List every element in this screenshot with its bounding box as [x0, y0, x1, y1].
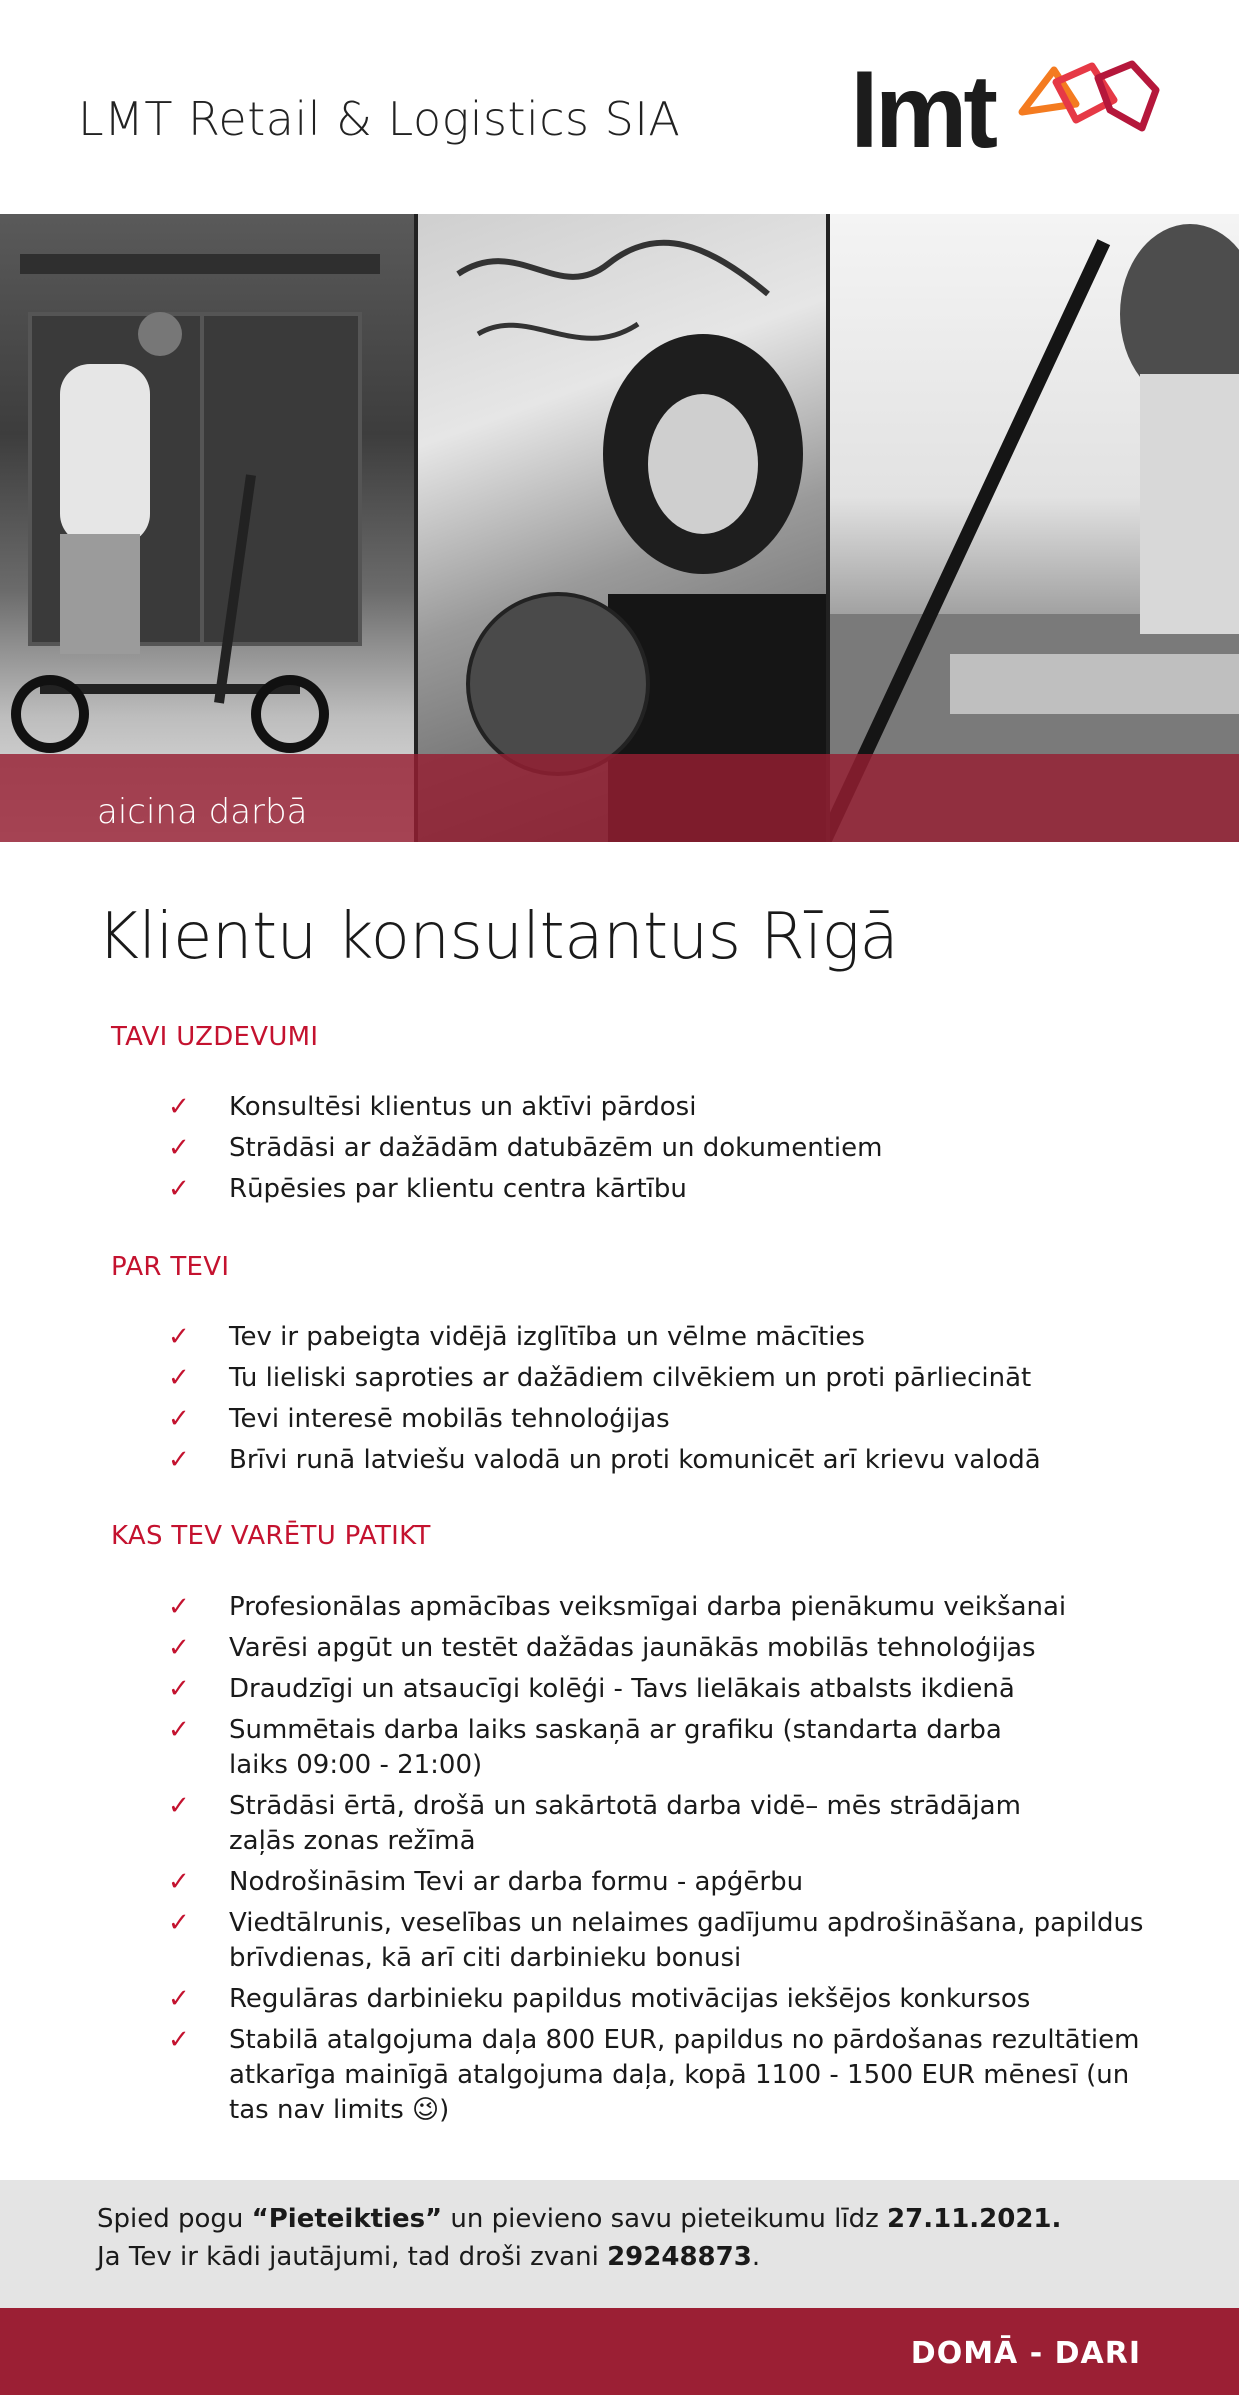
photo-scooter-man — [0, 214, 414, 842]
photo-man-paddle — [830, 214, 1239, 842]
checkmark-icon: ✓ — [168, 1445, 190, 1475]
job-title: Klientu konsultantus Rīgā — [97, 900, 899, 974]
invite-text: aicina darbā — [97, 792, 308, 832]
photo-woman-basketball — [418, 214, 826, 842]
about-you-list — [168, 1320, 1041, 1484]
apply-info — [0, 2180, 1239, 2308]
checkmark-icon: ✓ — [168, 1633, 190, 1663]
logo-wordmark: lmt — [850, 54, 994, 170]
list-item: ✓ Viedtālrunis, veselības un nelaimes gadījumu apdrošināšana, papildus brīvdienas, kā arī citi darbinieku bonusi — [168, 1908, 1144, 1973]
deadline-date: 27.11.2021. — [887, 2204, 1062, 2234]
checkmark-icon: ✓ — [168, 1715, 190, 1745]
list-item: ✓ Strādāsi ar dažādām datubāzēm un dokumentiem — [168, 1131, 882, 1166]
list-item: ✓ Brīvi runā latviešu valodā un proti komunicēt arī krievu valodā — [168, 1443, 1041, 1478]
apply-button-name: “Pieteikties” — [251, 2204, 443, 2234]
tasks-list — [168, 1090, 882, 1213]
list-item: ✓ Varēsi apgūt un testēt dažādas jaunākās mobilās tehnoloģijas — [168, 1631, 1128, 1666]
logo-mark-icon — [1014, 60, 1164, 140]
checkmark-icon: ✓ — [168, 1867, 190, 1897]
checkmark-icon: ✓ — [168, 1133, 190, 1163]
slogan: DOMĀ - DARI — [910, 2336, 1141, 2371]
section-heading-benefits: KAS TEV VARĒTU PATIKT — [111, 1521, 431, 1551]
company-name: LMT Retail & Logistics SIA — [78, 92, 681, 146]
contact-line: Ja Tev ir kādi jautājumi, tad droši zvani 29248873. — [97, 2242, 761, 2272]
list-item: ✓ Tevi interesē mobilās tehnoloģijas — [168, 1402, 1041, 1437]
header — [0, 0, 1239, 214]
footer-banner — [0, 2308, 1239, 2395]
list-item: ✓ Strādāsi ērtā, drošā un sakārtotā darba vidē– mēs strādājam zaļās zonas režīmā — [168, 1791, 1021, 1856]
list-item: ✓ Summētais darba laiks saskaņā ar grafiku (standarta darba laiks 09:00 - 21:00) — [168, 1715, 1002, 1780]
benefits-list — [168, 1590, 1144, 2134]
checkmark-icon: ✓ — [168, 1363, 190, 1393]
checkmark-icon: ✓ — [168, 1908, 190, 1938]
list-item: ✓ Tev ir pabeigta vidējā izglītība un vēlme mācīties — [168, 1320, 1041, 1355]
checkmark-icon: ✓ — [168, 1322, 190, 1352]
phone-number[interactable]: 29248873 — [607, 2242, 752, 2272]
lmt-logo — [850, 54, 1160, 170]
list-item: ✓ Rūpēsies par klientu centra kārtību — [168, 1172, 882, 1207]
checkmark-icon: ✓ — [168, 1674, 190, 1704]
checkmark-icon: ✓ — [168, 1404, 190, 1434]
list-item: ✓ Draudzīgi un atsaucīgi kolēģi - Tavs lielākais atbalsts ikdienā — [168, 1672, 1128, 1707]
checkmark-icon: ✓ — [168, 1174, 190, 1204]
list-item: ✓ Konsultēsi klientus un aktīvi pārdosi — [168, 1090, 882, 1125]
checkmark-icon: ✓ — [168, 1592, 190, 1622]
apply-line: Spied pogu “Pieteikties” un pievieno savu pieteikumu līdz 27.11.2021. — [97, 2204, 1062, 2234]
list-item: ✓ Profesionālas apmācības veiksmīgai darba pienākumu veikšanai — [168, 1590, 1128, 1625]
checkmark-icon: ✓ — [168, 2025, 190, 2055]
section-heading-tasks: TAVI UZDEVUMI — [111, 1022, 319, 1052]
checkmark-icon: ✓ — [168, 1791, 190, 1821]
list-item: ✓ Tu lieliski saproties ar dažādiem cilvēkiem un proti pārliecināt — [168, 1361, 1041, 1396]
checkmark-icon: ✓ — [168, 1092, 190, 1122]
list-item: ✓ Regulāras darbinieku papildus motivācijas iekšējos konkursos — [168, 1982, 1128, 2017]
list-item: ✓ Nodrošināsim Tevi ar darba formu - apģērbu — [168, 1865, 1128, 1900]
hero-photos — [0, 214, 1239, 842]
list-item: ✓ Stabilā atalgojuma daļa 800 EUR, papildus no pārdošanas rezultātiem atkarīga mainīgā atalgojuma daļa, kopā 1100 - 1500 EUR mēnesī (un tas nav limits 😉) — [168, 2025, 1140, 2125]
checkmark-icon: ✓ — [168, 1984, 190, 2014]
section-heading-about-you: PAR TEVI — [111, 1252, 230, 1282]
